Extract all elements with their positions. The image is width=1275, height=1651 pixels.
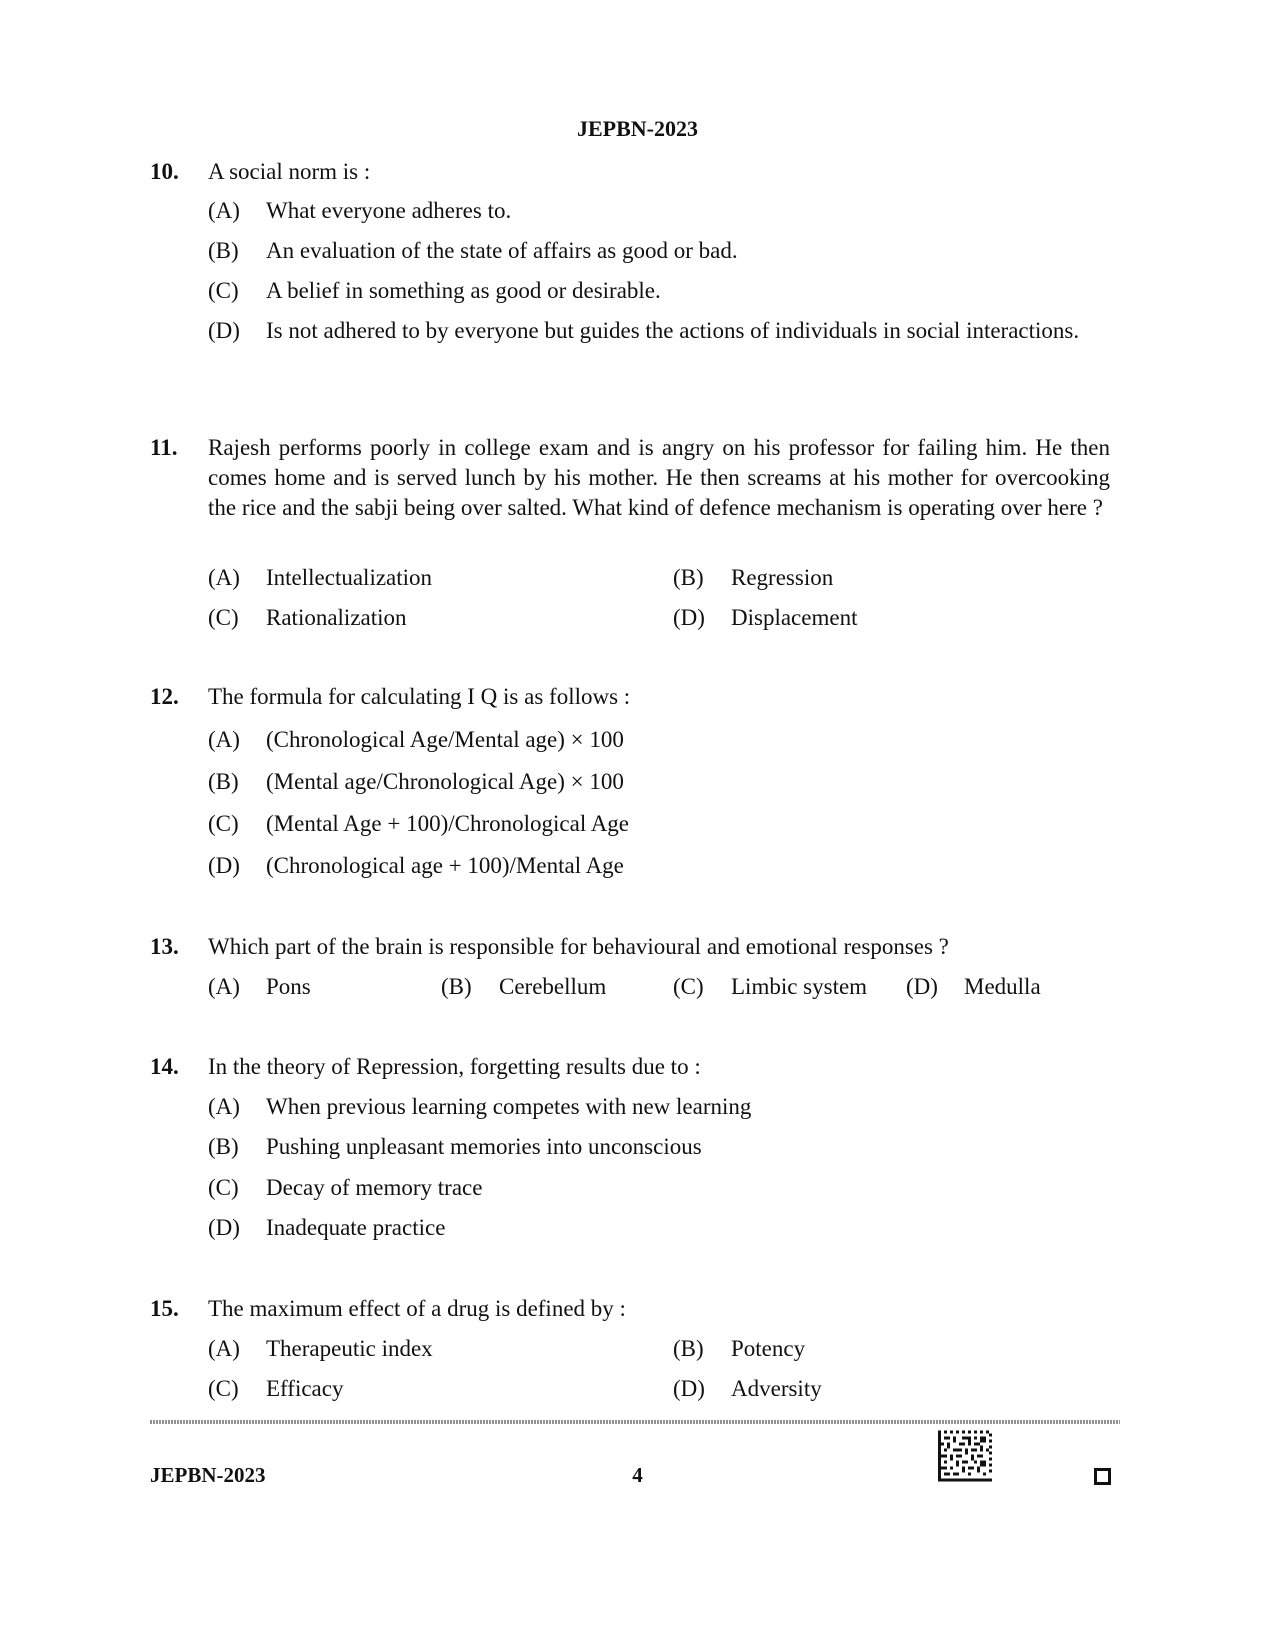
- option-text: Potency: [731, 1336, 806, 1361]
- option-letter: (B): [441, 974, 472, 999]
- option-letter: (A): [208, 727, 240, 752]
- option-text: Adversity: [731, 1376, 822, 1401]
- option-text: Inadequate practice: [266, 1215, 446, 1240]
- page-footer-code: JEPBN-2023: [150, 1463, 266, 1487]
- option-letter: (B): [208, 238, 239, 263]
- option-letter: (C): [208, 1376, 239, 1401]
- question-10: [150, 158, 1110, 186]
- question-15: [150, 1295, 1110, 1323]
- question-text: Which part of the brain is responsible for behavioural and emotional responses ?: [208, 934, 949, 959]
- question-number: 13.: [150, 934, 179, 959]
- question-text: Rajesh performs poorly in college exam and is angry on his professor for failing him. He then comes home and is served lunch by his mother. He then screams at his mother for overcooking the rice and the sabji being over salted. What kind of defence mechanism is operating over here ?: [208, 435, 1110, 520]
- option-text: A belief in something as good or desirable.: [266, 278, 661, 303]
- option-letter: (A): [208, 974, 240, 999]
- question-13: [150, 933, 1110, 961]
- question-number: 14.: [150, 1054, 179, 1079]
- question-number: 12.: [150, 684, 179, 709]
- option-text: What everyone adheres to.: [266, 198, 512, 223]
- option-text: Efficacy: [266, 1376, 344, 1401]
- option-letter: (B): [673, 565, 704, 590]
- option-text: Intellectualization: [266, 565, 433, 590]
- question-number: 10.: [150, 159, 179, 184]
- option-letter: (D): [208, 1215, 240, 1240]
- option-text: Medulla: [964, 974, 1041, 999]
- option-letter: (C): [208, 605, 239, 630]
- page-number: 4: [632, 1463, 643, 1487]
- question-text: A social norm is :: [208, 159, 371, 184]
- question-text: In the theory of Repression, forgetting results due to :: [208, 1054, 701, 1079]
- option-text: Displacement: [731, 605, 858, 630]
- option-letter: (D): [208, 853, 240, 878]
- option-text: An evaluation of the state of affairs as good or bad.: [266, 238, 738, 263]
- option-letter: (A): [208, 198, 240, 223]
- option-text: (Mental Age + 100)/Chronological Age: [266, 811, 630, 836]
- option-text: Decay of memory trace: [266, 1175, 483, 1200]
- option-text: Pushing unpleasant memories into unconscious: [266, 1134, 702, 1159]
- option-text: Pons: [266, 974, 311, 999]
- option-text: (Mental age/Chronological Age) × 100: [266, 769, 624, 794]
- question-text: The maximum effect of a drug is defined by :: [208, 1296, 626, 1321]
- option-letter: (C): [208, 1175, 239, 1200]
- option-letter: (B): [208, 1134, 239, 1159]
- option-text: Rationalization: [266, 605, 407, 630]
- confidential-divider: [150, 1420, 1120, 1424]
- option-text: Cerebellum: [499, 974, 607, 999]
- qr-code-icon: [938, 1430, 992, 1482]
- page-header-code: JEPBN-2023: [577, 116, 698, 141]
- option-letter: (D): [208, 318, 240, 343]
- question-14: [150, 1053, 1110, 1081]
- option-letter: (D): [673, 605, 705, 630]
- option-letter: (D): [906, 974, 938, 999]
- question-text: The formula for calculating I Q is as follows :: [208, 684, 631, 709]
- option-letter: (C): [208, 811, 239, 836]
- option-letter: (D): [673, 1376, 705, 1401]
- option-text: (Chronological age + 100)/Mental Age: [266, 853, 624, 878]
- option-text: When previous learning competes with new learning: [266, 1094, 752, 1119]
- question-11: [150, 433, 1110, 523]
- question-number: 11.: [150, 435, 178, 460]
- option-letter: (A): [208, 1094, 240, 1119]
- option-text: (Chronological Age/Mental age) × 100: [266, 727, 624, 752]
- option-letter: (C): [673, 974, 704, 999]
- option-letter: (C): [208, 278, 239, 303]
- option-letter: (A): [208, 565, 240, 590]
- option-letter: (A): [208, 1336, 240, 1361]
- option-text: Therapeutic index: [266, 1336, 433, 1361]
- option-text: Regression: [731, 565, 834, 590]
- square-marker-icon: [1094, 1468, 1111, 1485]
- option-text: Limbic system: [731, 974, 868, 999]
- option-text: Is not adhered to by everyone but guides the actions of individuals in social interactions.: [266, 318, 1080, 343]
- question-12: [150, 683, 1110, 711]
- option-letter: (B): [673, 1336, 704, 1361]
- question-number: 15.: [150, 1296, 179, 1321]
- option-letter: (B): [208, 769, 239, 794]
